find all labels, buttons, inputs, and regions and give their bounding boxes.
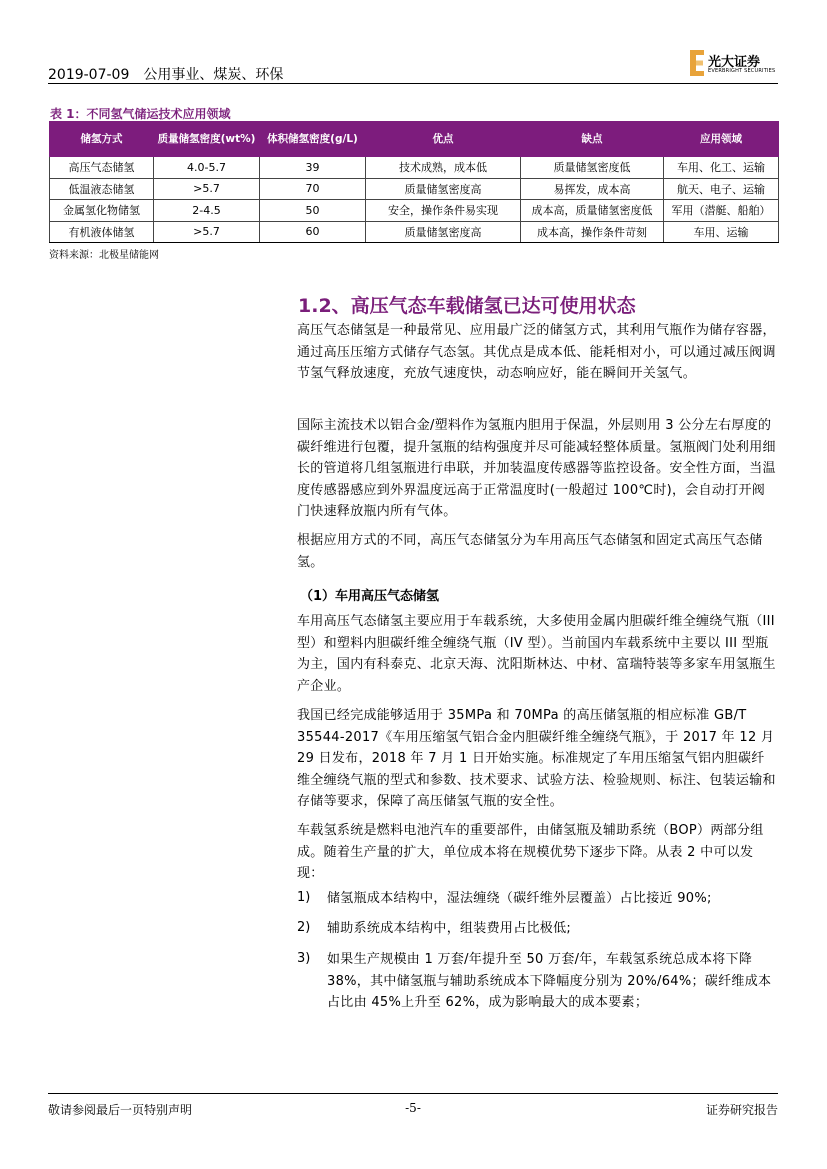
storage-tech-table [49, 121, 779, 243]
logo-text-cn: 光大证券 [708, 55, 761, 70]
page-header [48, 64, 283, 84]
logo-mark-icon [690, 50, 704, 76]
paragraph: 车用高压气态储氢主要应用于车载系统，大多使用金属内胆碳纤维全缠绕气瓶（III 型）和塑料内胆碳纤维全缠绕气瓶（IV 型）。当前国内车载系统中主要以 III 型瓶为主，国内有科泰克、北京天海、沈阳斯林达、中材、富瑞特装等多家车用氢瓶生产企业。 [297, 614, 776, 694]
header-cell: 质量储氢密度(wt%) [154, 122, 260, 157]
header-cell: 储氢方式 [50, 122, 154, 157]
table-cell: 质量储氢密度低 [521, 157, 664, 179]
table-cell: 军用（潜艇、船舶） [664, 200, 779, 222]
subsection-title: （1）车用高压气态储氢 [300, 589, 440, 604]
table-cell: 70 [260, 178, 366, 200]
section-title: 1.2、高压气态车载储氢已达可使用状态 [298, 295, 636, 317]
table-row [50, 178, 779, 200]
paragraph: 车载氢系统是燃料电池汽车的重要部件，由储氢瓶及辅助系统（BOP）两部分组成。随着生产量的扩大，单位成本将在规模优势下逐步下降。从表 2 中可以发现： [297, 823, 764, 881]
table-cell: 车用、化工、运输 [664, 157, 779, 179]
table-cell: 60 [260, 221, 366, 243]
list-item: 辅助系统成本结构中，组装费用占比极低; [327, 921, 572, 936]
logo-text-en: EVERBRIGHT SECURITIES [708, 68, 776, 74]
table-cell: 4.0-5.7 [154, 157, 260, 179]
list-number: 1) [297, 890, 311, 905]
table-cell: 成本高，质量储氢密度低 [521, 200, 664, 222]
list-number: 3) [297, 951, 311, 966]
table-cell: 2-4.5 [154, 200, 260, 222]
table-cell: 易挥发，成本高 [521, 178, 664, 200]
table-cell: 质量储氢密度高 [366, 178, 521, 200]
table-title: 表 1：不同氢气储运技术应用领域 [50, 107, 231, 121]
footer-rule [48, 1093, 778, 1094]
footer-report-type: 证券研究报告 [705, 1103, 778, 1117]
table-cell: 质量储氢密度高 [366, 221, 521, 243]
header-cell: 体积储氢密度(g/L) [260, 122, 366, 157]
table-cell: 金属氢化物储氢 [50, 200, 154, 222]
table-cell: 成本高，操作条件苛刻 [521, 221, 664, 243]
paragraph: 我国已经完成能够适用于 35MPa 和 70MPa 的高压储氢瓶的相应标准 GB/T 35544-2017《车用压缩氢气铝合金内胆碳纤维全缠绕气瓶》，于 2017 年 12 月 29 日发布，2018 年 7 月 1 日开始实施。标准规定了车用压缩氢气铝内胆碳纤维全缠绕气瓶的型式和参数、技术要求、试验方法、检验规则、标注、包装运输和存储等要求，保障了高压储氢气瓶的安全性。 [297, 708, 776, 809]
table-row [50, 221, 779, 243]
table-cell: 安全，操作条件易实现 [366, 200, 521, 222]
table-cell: 高压气态储氢 [50, 157, 154, 179]
table-source: 资料来源：北极星储能网 [49, 250, 159, 261]
header-rule [48, 83, 778, 84]
table-cell: 航天、电子、运输 [664, 178, 779, 200]
report-date: 2019-07-09 [48, 67, 130, 83]
table-row [50, 200, 779, 222]
table-cell: 技术成熟，成本低 [366, 157, 521, 179]
page-number: -5- [405, 1101, 421, 1115]
logo [690, 50, 790, 80]
table-cell: >5.7 [154, 221, 260, 243]
table-cell: 低温液态储氢 [50, 178, 154, 200]
table-cell: 50 [260, 200, 366, 222]
table-cell: >5.7 [154, 178, 260, 200]
list-item: 储氢瓶成本结构中，湿法缠绕（碳纤维外层覆盖）占比接近 90%; [327, 891, 712, 906]
list-number: 2) [297, 920, 311, 935]
table-cell: 车用、运输 [664, 221, 779, 243]
paragraph: 国际主流技术以铝合金/塑料作为氢瓶内胆用于保温，外层则用 3 公分左右厚度的碳纤维进行包覆，提升氢瓶的结构强度并尽可能减轻整体质量。氢瓶阀门处利用细长的管道将几组氢瓶进行串联，并加装温度传感器等监控设备。安全性方面，当温度传感器感应到外界温度远高于正常温度时(一般超过 100℃时)，会自动打开阀门快速释放瓶内所有气体。 [297, 418, 776, 519]
footer-disclaimer: 敬请参阅最后一页特别声明 [48, 1103, 193, 1117]
paragraph: 根据应用方式的不同，高压气态储氢分为车用高压气态储氢和固定式高压气态储氢。 [297, 533, 763, 570]
header-cell: 缺点 [521, 122, 664, 157]
list-item: 如果生产规模由 1 万套/年提升至 50 万套/年，车载氢系统总成本将下降 38%，其中储氢瓶与辅助系统成本下降幅度分别为 20%/64%；碳纤维成本占比由 45%上升至 62%，成为影响最大的成本要素； [327, 952, 772, 1010]
header-cell: 优点 [366, 122, 521, 157]
header-cell: 应用领域 [664, 122, 779, 157]
table-row [50, 157, 779, 179]
paragraph: 高压气态储氢是一种最常见、应用最广泛的储氢方式，其利用气瓶作为储存容器，通过高压压缩方式储存气态氢。其优点是成本低、能耗相对小，可以通过减压阀调节氢气释放速度，充放气速度快，动态响应好，能在瞬间开关氢气。 [297, 323, 776, 381]
table-cell: 有机液体储氢 [50, 221, 154, 243]
table-cell: 39 [260, 157, 366, 179]
report-category: 公用事业、煤炭、环保 [143, 67, 284, 83]
table-header-row [50, 122, 779, 157]
